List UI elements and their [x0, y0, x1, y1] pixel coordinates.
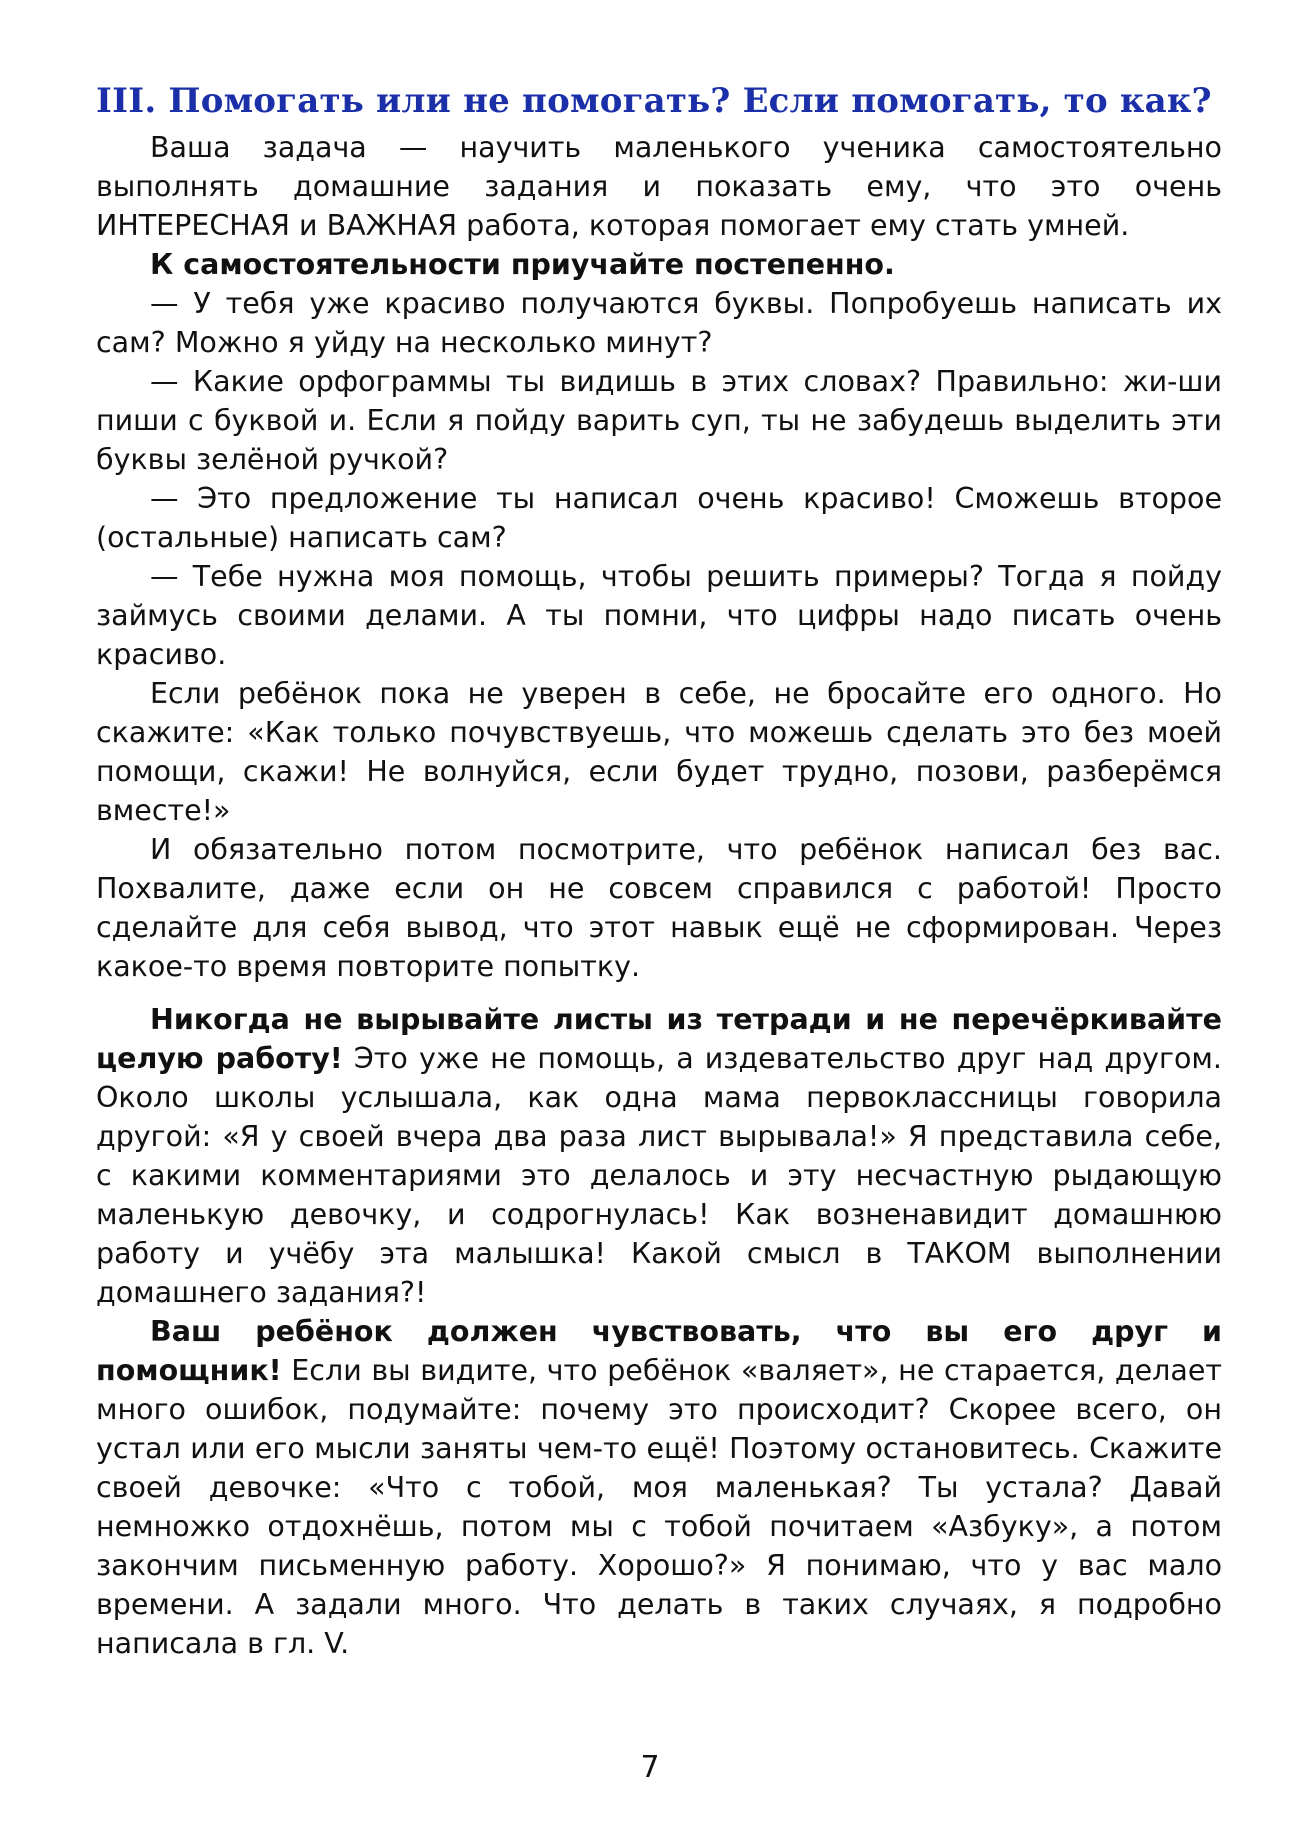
paragraph-independence-heading: К самостоятельности приучайте постепенно. [150, 248, 895, 281]
chapter-title: III. Помогать или не помогать? Если помогать, то как? [96, 81, 1212, 121]
paragraph-intro: Ваша задача — научить маленького ученика самостоятельно выполнять домашние задания и показать ему, что это очень ИНТЕРЕСНАЯ и ВАЖНАЯ работа, которая помогает ему стать умней. [96, 131, 1222, 242]
dialogue-line-orthograms: — Какие орфограммы ты видишь в этих словах? Правильно: жи-ши пиши с буквой и. Если я пойду варить суп, ты не забудешь выделить эти буквы зелёной ручкой? [96, 365, 1222, 476]
paragraph-never-tear-pages: Никогда не вырывайте листы из тетради и не перечёркивайте целую работу! Это уже не помощь, а издевательство друг над другом. Около школы услышала, как одна мама первоклассницы говорила другой: «Я у своей вчера два раза лист вырывала!» Я представила себе, с какими комментариями это делалось и эту несчастную рыдающую маленькую девочку, и содрогнулась! Как возненавидит домашнюю работу и учёбу эта малышка! Какой смысл в ТАКОМ выполнении домашнего задания?! [96, 1003, 1222, 1309]
paragraph-be-a-friend: Ваш ребёнок должен чувствовать, что вы его друг и помощник! Если вы видите, что ребёнок «валяет», не старается, делает много ошибок, подумайте: почему это происходит? Скорее всего, он устал или его мысли заняты чем-то ещё! Поэтому остановитесь. Скажите своей девочке: «Что с тобой, моя маленькая? Ты устала? Давай немножко отдохнёшь, потом мы с тобой почитаем «Азбуку», а потом закончим письменную работу. Хорошо?» Я понимаю, что у вас мало времени. А задали много. Что делать в таких случаях, я подробно написала в гл. V. [96, 1315, 1222, 1660]
page-number: 7 [640, 1750, 660, 1785]
dialogue-line-letters: — У тебя уже красиво получаются буквы. Попробуешь написать их сам? Можно я уйду на несколько минут? [96, 287, 1222, 359]
paragraph-check-work: И обязательно потом посмотрите, что ребёнок написал без вас. Похвалите, даже если он не совсем справился с работой! Просто сделайте для себя вывод, что этот навык ещё не сформирован. Через какое-то время повторите попытку. [96, 833, 1222, 983]
dialogue-line-sentence: — Это предложение ты написал очень красиво! Сможешь второе (остальные) написать сам? [96, 482, 1222, 554]
dialogue-line-examples: — Тебе нужна моя помощь, чтобы решить примеры? Тогда я пойду займусь своими делами. А ты помни, что цифры надо писать очень красиво. [96, 560, 1222, 671]
paragraph-not-confident: Если ребёнок пока не уверен в себе, не бросайте его одного. Но скажите: «Как только почувствуешь, что можешь сделать это без моей помощи, скажи! Не волнуйся, если будет трудно, позови, разберёмся вместе!» [96, 677, 1222, 827]
page-content [96, 76, 1222, 1663]
